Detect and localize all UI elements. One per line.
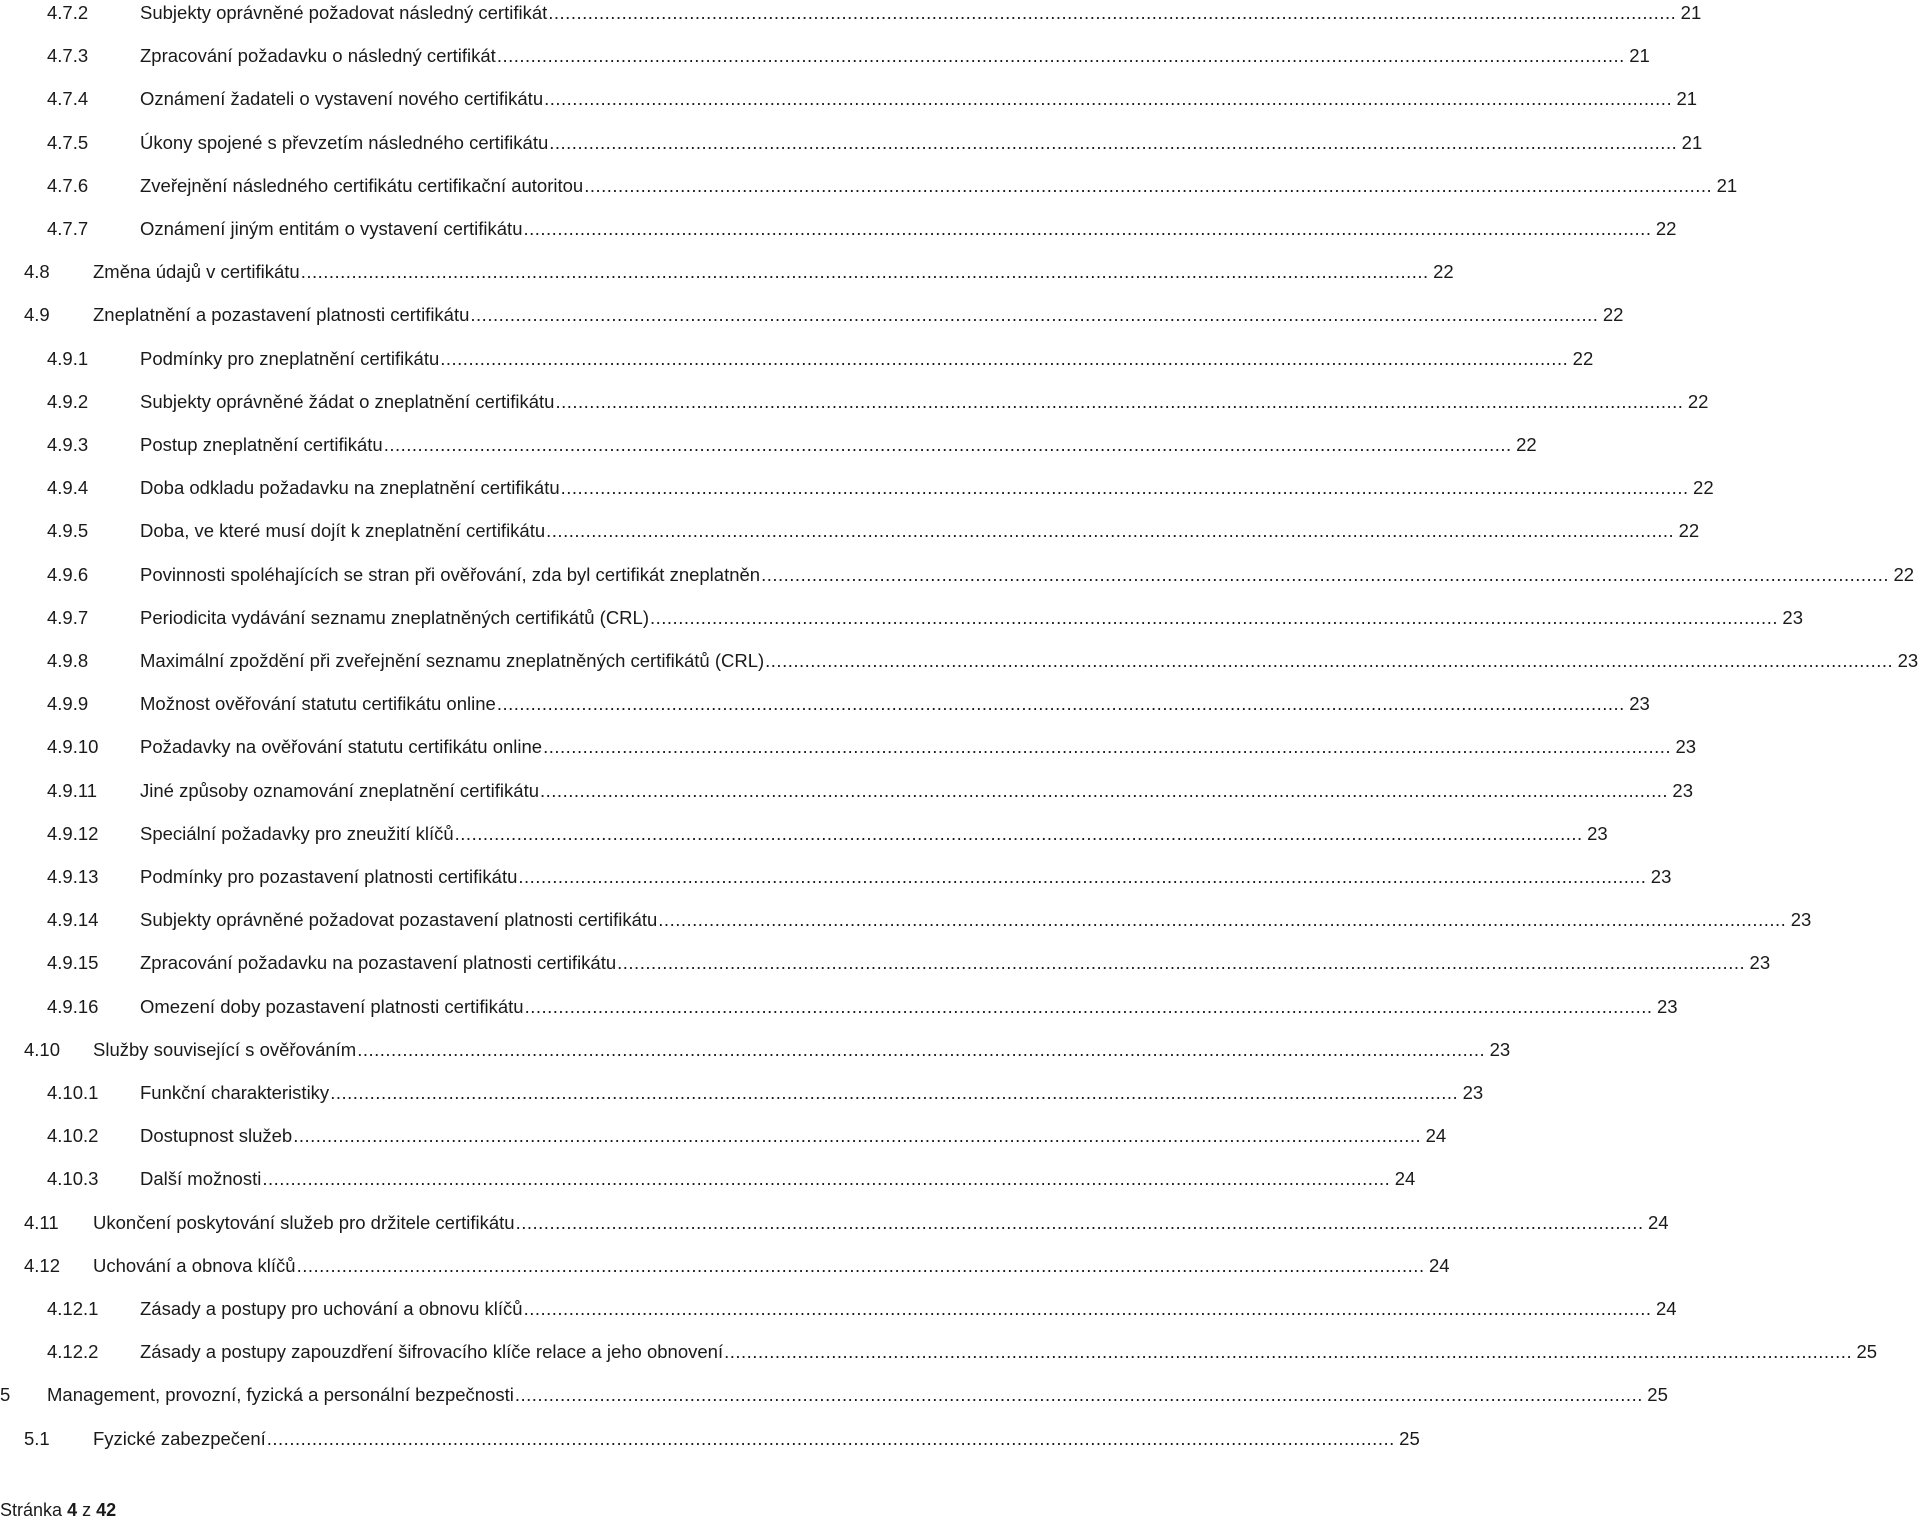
toc-entry-title: Oznámení žadateli o vystavení nového certifikátu xyxy=(140,86,543,112)
toc-entry-line xyxy=(140,86,1698,112)
toc-entry[interactable] xyxy=(0,1080,1484,1106)
toc-entry-line xyxy=(140,691,1650,717)
toc-entry-number: 4.7.3 xyxy=(47,45,89,67)
toc-entry[interactable] xyxy=(0,1123,1447,1149)
toc-entry[interactable] xyxy=(0,389,1709,415)
toc-entry-line xyxy=(140,173,1738,199)
toc-entry-page: 21 xyxy=(1676,88,1698,110)
toc-dot-leader: ........................................................................................................................................................................................................ xyxy=(560,477,1689,499)
toc-entry-title: Zásady a postupy pro uchování a obnovu klíčů xyxy=(140,1296,523,1322)
toc-dot-leader: ........................................................................................................................................................................................................ xyxy=(293,1125,1422,1147)
toc-entry-number: 4.9.14 xyxy=(47,909,99,931)
toc-entry[interactable] xyxy=(0,691,1650,717)
toc-entry-title: Zpracování požadavku o následný certifikát xyxy=(140,43,496,69)
toc-dot-leader: ........................................................................................................................................................................................................ xyxy=(357,1038,1486,1060)
toc-entry-title: Povinnosti spoléhajících se stran při ověřování, zda byl certifikát zneplatněn xyxy=(140,562,760,588)
toc-dot-leader: ........................................................................................................................................................................................................ xyxy=(549,131,1678,153)
toc-entry-page: 23 xyxy=(1629,693,1650,715)
toc-entry-page: 22 xyxy=(1893,563,1915,585)
toc-entry-page: 21 xyxy=(1716,174,1738,196)
toc-dot-leader: ........................................................................................................................................................................................................ xyxy=(724,1341,1853,1363)
toc-entry-number: 4.7.2 xyxy=(47,2,89,23)
toc-entry-page: 22 xyxy=(1687,390,1709,412)
toc-entry-page: 23 xyxy=(1489,1038,1511,1060)
toc-entry-line xyxy=(140,1080,1484,1106)
toc-entry-title: Požadavky na ověřování statutu certifikátu online xyxy=(140,734,542,760)
toc-entry-number: 4.7.5 xyxy=(47,131,89,153)
toc-entry-line xyxy=(140,821,1608,847)
toc-entry-number: 4.8 xyxy=(24,261,50,283)
toc-dot-leader: ........................................................................................................................................................................................................ xyxy=(496,45,1625,67)
toc-entry-line xyxy=(140,43,1650,69)
toc-entry-page: 22 xyxy=(1678,520,1700,542)
toc-dot-leader: ........................................................................................................................................................................................................ xyxy=(543,736,1672,758)
toc-entry-page: 25 xyxy=(1399,1427,1420,1449)
toc-entry[interactable] xyxy=(0,173,1738,199)
toc-entry-number: 4.10.2 xyxy=(47,1125,99,1147)
toc-entry[interactable] xyxy=(0,346,1594,372)
toc-entry-line xyxy=(140,950,1771,976)
footer-current-page: 4 xyxy=(67,1500,78,1520)
toc-entry-page: 24 xyxy=(1648,1211,1669,1233)
toc-entry[interactable] xyxy=(0,86,1698,112)
toc-entry-number: 4.12.2 xyxy=(47,1341,99,1363)
toc-entry-title: Možnost ověřování statutu certifikátu online xyxy=(140,691,496,717)
toc-entry-page: 22 xyxy=(1602,304,1624,326)
toc-entry-line xyxy=(140,216,1677,242)
toc-entry-line xyxy=(140,778,1693,804)
toc-entry-page: 22 xyxy=(1433,261,1454,283)
toc-entry-number: 4.9.15 xyxy=(47,952,99,974)
toc-entry-line xyxy=(140,1166,1416,1192)
toc-entry-title: Doba, ve které musí dojít k zneplatnění certifikátu xyxy=(140,518,545,544)
toc-dot-leader: ........................................................................................................................................................................................................ xyxy=(658,909,1787,931)
toc-entry-line xyxy=(140,475,1714,501)
toc-entry[interactable] xyxy=(0,1339,1878,1365)
toc-dot-leader: ........................................................................................................................................................................................................ xyxy=(617,952,1746,974)
toc-entry-title: Subjekty oprávněné žádat o zneplatnění certifikátu xyxy=(140,389,554,415)
toc-entry-title: Uchování a obnova klíčů xyxy=(93,1253,296,1279)
toc-entry[interactable] xyxy=(0,864,1672,890)
toc-dot-leader: ........................................................................................................................................................................................................ xyxy=(515,1211,1644,1233)
toc-entry-number: 4.9.10 xyxy=(47,736,99,758)
toc-entry[interactable] xyxy=(0,562,1915,588)
toc-entry[interactable] xyxy=(0,302,1624,328)
toc-dot-leader: ........................................................................................................................................................................................................ xyxy=(383,434,1512,455)
toc-entry-page: 25 xyxy=(1856,1341,1878,1363)
toc-dot-leader: ........................................................................................................................................................................................................ xyxy=(330,1082,1459,1103)
toc-dot-leader: ........................................................................................................................................................................................................ xyxy=(523,1298,1652,1319)
toc-entry-number: 4.10.1 xyxy=(47,1082,99,1103)
toc-entry[interactable] xyxy=(0,130,1703,156)
toc-entry-line xyxy=(140,734,1697,760)
toc-dot-leader: ........................................................................................................................................................................................................ xyxy=(584,174,1713,196)
toc-entry-title: Periodicita vydávání seznamu zneplatněných certifikátů (CRL) xyxy=(140,605,649,631)
toc-entry-number: 4.7.6 xyxy=(47,174,89,196)
toc-entry-page: 21 xyxy=(1680,2,1702,23)
toc-entry-number: 4.12.1 xyxy=(47,1298,99,1319)
page-footer xyxy=(0,1498,116,1522)
toc-entry-number: 4.7.4 xyxy=(47,88,89,110)
toc-entry-page: 22 xyxy=(1693,477,1714,499)
toc-entry-page: 24 xyxy=(1655,1298,1677,1319)
toc-entry-title: Speciální požadavky pro zneužití klíčů xyxy=(140,821,454,847)
toc-entry-page: 23 xyxy=(1672,779,1693,801)
toc-entry-title: Zneplatnění a pozastavení platnosti certifikátu xyxy=(93,302,469,328)
toc-entry-title: Zveřejnění následného certifikátu certifikační autoritou xyxy=(140,173,583,199)
toc-entry-line xyxy=(140,346,1594,372)
toc-entry-title: Ukončení poskytování služeb pro držitele certifikátu xyxy=(93,1210,515,1236)
toc-entry-number: 5 xyxy=(0,1384,11,1406)
toc-entry-page: 22 xyxy=(1516,434,1537,455)
toc-entry-line xyxy=(93,1253,1450,1279)
toc-entry-number: 4.9.11 xyxy=(47,779,98,801)
toc-entry[interactable] xyxy=(0,1253,1450,1279)
footer-separator: z xyxy=(82,1500,92,1520)
toc-dot-leader: ........................................................................................................................................................................................................ xyxy=(546,520,1675,542)
toc-entry-number: 4.9.2 xyxy=(47,390,89,412)
toc-entry-page: 23 xyxy=(1675,736,1697,758)
toc-entry[interactable] xyxy=(0,1382,1668,1408)
toc-entry-number: 4.9.3 xyxy=(47,434,89,455)
toc-entry-page: 23 xyxy=(1897,650,1918,671)
toc-entry[interactable] xyxy=(0,648,1918,674)
toc-entry[interactable] xyxy=(0,1166,1416,1192)
toc-dot-leader: ........................................................................................................................................................................................................ xyxy=(470,304,1599,326)
toc-dot-leader: ........................................................................................................................................................................................................ xyxy=(555,390,1684,412)
toc-entry[interactable] xyxy=(0,1296,1677,1322)
toc-entry[interactable] xyxy=(0,821,1608,847)
toc-entry-title: Fyzické zabezpečení xyxy=(93,1426,266,1452)
toc-dot-leader: ........................................................................................................................................................................................................ xyxy=(496,693,1625,715)
toc-entry-title: Doba odkladu požadavku na zneplatnění certifikátu xyxy=(140,475,560,501)
toc-dot-leader: ........................................................................................................................................................................................................ xyxy=(650,606,1778,628)
toc-entry-page: 23 xyxy=(1790,909,1812,931)
toc-entry-line xyxy=(140,994,1678,1020)
toc-entry-page: 23 xyxy=(1782,606,1803,628)
toc-entry-line xyxy=(140,1296,1677,1322)
toc-entry[interactable] xyxy=(0,1426,1420,1452)
footer-prefix: Stránka xyxy=(0,1500,63,1520)
toc-dot-leader: ........................................................................................................................................................................................................ xyxy=(262,1168,1391,1190)
toc-entry-page: 23 xyxy=(1587,822,1608,844)
toc-entry-number: 4.9.1 xyxy=(47,347,89,369)
toc-entry-line xyxy=(93,302,1624,328)
toc-entry[interactable] xyxy=(0,1210,1669,1236)
toc-dot-leader: ........................................................................................................................................................................................................ xyxy=(454,822,1583,844)
toc-entry-title: Služby související s ověřováním xyxy=(93,1037,356,1063)
toc-entry-page: 21 xyxy=(1629,45,1650,67)
toc-entry-page: 24 xyxy=(1394,1168,1416,1190)
toc-dot-leader: ........................................................................................................................................................................................................ xyxy=(266,1427,1395,1449)
toc-entry-title: Funkční charakteristiky xyxy=(140,1080,329,1106)
toc-entry-number: 4.9.9 xyxy=(47,693,89,715)
toc-entry-line xyxy=(140,864,1672,890)
toc-entry-number: 4.9.16 xyxy=(47,995,99,1017)
toc-entry[interactable] xyxy=(0,216,1677,242)
toc-entry-title: Management, provozní, fyzická a personální bezpečnosti xyxy=(47,1382,514,1408)
toc-entry-number: 4.9.7 xyxy=(47,606,89,628)
toc-dot-leader: ........................................................................................................................................................................................................ xyxy=(296,1254,1425,1276)
toc-dot-leader: ........................................................................................................................................................................................................ xyxy=(544,88,1673,110)
toc-dot-leader: ........................................................................................................................................................................................................ xyxy=(548,2,1677,23)
toc-dot-leader: ........................................................................................................................................................................................................ xyxy=(524,995,1653,1017)
toc-entry[interactable] xyxy=(0,432,1537,458)
toc-entry-title: Zásady a postupy zapouzdření šifrovacího klíče relace a jeho obnovení xyxy=(140,1339,723,1365)
toc-entry[interactable] xyxy=(0,475,1714,501)
toc-entry-title: Omezení doby pozastavení platnosti certifikátu xyxy=(140,994,524,1020)
toc-entry-line xyxy=(140,130,1703,156)
toc-dot-leader: ........................................................................................................................................................................................................ xyxy=(765,650,1894,671)
toc-entry[interactable] xyxy=(0,259,1454,285)
toc-entry-page: 22 xyxy=(1572,347,1594,369)
toc-dot-leader: ........................................................................................................................................................................................................ xyxy=(761,563,1890,585)
toc-entry-number: 4.9.5 xyxy=(47,520,89,542)
toc-entry-page: 24 xyxy=(1429,1254,1450,1276)
toc-entry-number: 5.1 xyxy=(24,1427,50,1449)
toc-entry[interactable] xyxy=(0,43,1650,69)
toc-entry-number: 4.10.3 xyxy=(47,1168,99,1190)
toc-entry[interactable] xyxy=(0,734,1697,760)
toc-entry-title: Úkony spojené s převzetím následného certifikátu xyxy=(140,130,548,156)
toc-entry[interactable] xyxy=(0,1037,1511,1063)
toc-entry[interactable] xyxy=(0,605,1803,631)
toc-entry-line xyxy=(140,518,1700,544)
toc-entry-number: 4.9.13 xyxy=(47,866,99,887)
toc-entry[interactable] xyxy=(0,907,1812,933)
toc-entry-page: 23 xyxy=(1656,995,1678,1017)
toc-entry-title: Podmínky pro pozastavení platnosti certifikátu xyxy=(140,864,517,890)
toc-entry-title: Další možnosti xyxy=(140,1166,261,1192)
toc-entry-title: Maximální zpoždění při zveřejnění seznamu zneplatněných certifikátů (CRL) xyxy=(140,648,764,674)
toc-entry-number: 4.9.12 xyxy=(47,822,99,844)
toc-entry-page: 23 xyxy=(1650,866,1672,887)
footer-total-pages: 42 xyxy=(96,1500,117,1520)
toc-entry-number: 4.9 xyxy=(24,304,50,326)
toc-entry-page: 23 xyxy=(1462,1082,1484,1103)
toc-entry[interactable] xyxy=(0,0,1702,26)
toc-entry-page: 23 xyxy=(1749,952,1771,974)
toc-entry[interactable] xyxy=(0,518,1700,544)
toc-entry-page: 21 xyxy=(1681,131,1703,153)
toc-entry-number: 4.9.6 xyxy=(47,563,89,585)
toc-entry-number: 4.9.8 xyxy=(47,650,89,671)
toc-dot-leader: ........................................................................................................................................................................................................ xyxy=(300,261,1429,283)
toc-entry-title: Změna údajů v certifikátu xyxy=(93,259,300,285)
toc-entry-title: Podmínky pro zneplatnění certifikátu xyxy=(140,346,439,372)
toc-entry-number: 4.7.7 xyxy=(47,218,89,239)
toc-entry-line xyxy=(140,1123,1447,1149)
toc-entry-line xyxy=(140,1339,1878,1365)
toc-entry[interactable] xyxy=(0,778,1693,804)
toc-entry-line xyxy=(140,605,1803,631)
toc-entry-line xyxy=(140,562,1915,588)
toc-entry-page: 24 xyxy=(1425,1125,1447,1147)
toc-entry-number: 4.12 xyxy=(24,1254,61,1276)
toc-entry-number: 4.9.4 xyxy=(47,477,89,499)
toc-entry-number: 4.11 xyxy=(24,1211,59,1233)
toc-entry-title: Postup zneplatnění certifikátu xyxy=(140,432,383,458)
toc-entry-title: Subjekty oprávněné požadovat následný certifikát xyxy=(140,0,547,26)
toc-entry-line xyxy=(93,1426,1420,1452)
toc-entry-line xyxy=(140,0,1702,26)
toc-dot-leader: ........................................................................................................................................................................................................ xyxy=(518,866,1647,887)
toc-dot-leader: ........................................................................................................................................................................................................ xyxy=(523,218,1652,239)
toc-dot-leader: ........................................................................................................................................................................................................ xyxy=(514,1384,1643,1406)
toc-entry-line xyxy=(140,907,1812,933)
toc-entry-number: 4.10 xyxy=(24,1038,61,1060)
toc-entry-title: Subjekty oprávněné požadovat pozastavení platnosti certifikátu xyxy=(140,907,657,933)
toc-entry-title: Oznámení jiným entitám o vystavení certifikátu xyxy=(140,216,522,242)
toc-entry-page: 22 xyxy=(1655,218,1677,239)
toc-entry[interactable] xyxy=(0,994,1678,1020)
toc-entry-title: Zpracování požadavku na pozastavení platnosti certifikátu xyxy=(140,950,616,976)
toc-entry-line xyxy=(47,1382,1668,1408)
toc-entry-line xyxy=(140,432,1537,458)
toc-dot-leader: ........................................................................................................................................................................................................ xyxy=(540,779,1668,801)
toc-entry-title: Dostupnost služeb xyxy=(140,1123,292,1149)
toc-entry[interactable] xyxy=(0,950,1771,976)
toc-entry-line xyxy=(93,1037,1511,1063)
toc-entry-line xyxy=(93,259,1454,285)
toc-entry-line xyxy=(140,648,1918,674)
toc-entry-line xyxy=(93,1210,1669,1236)
toc-entry-page: 25 xyxy=(1647,1384,1668,1406)
toc-entry-title: Jiné způsoby oznamování zneplatnění certifikátu xyxy=(140,778,539,804)
toc-entry-line xyxy=(140,389,1709,415)
toc-dot-leader: ........................................................................................................................................................................................................ xyxy=(440,347,1569,369)
